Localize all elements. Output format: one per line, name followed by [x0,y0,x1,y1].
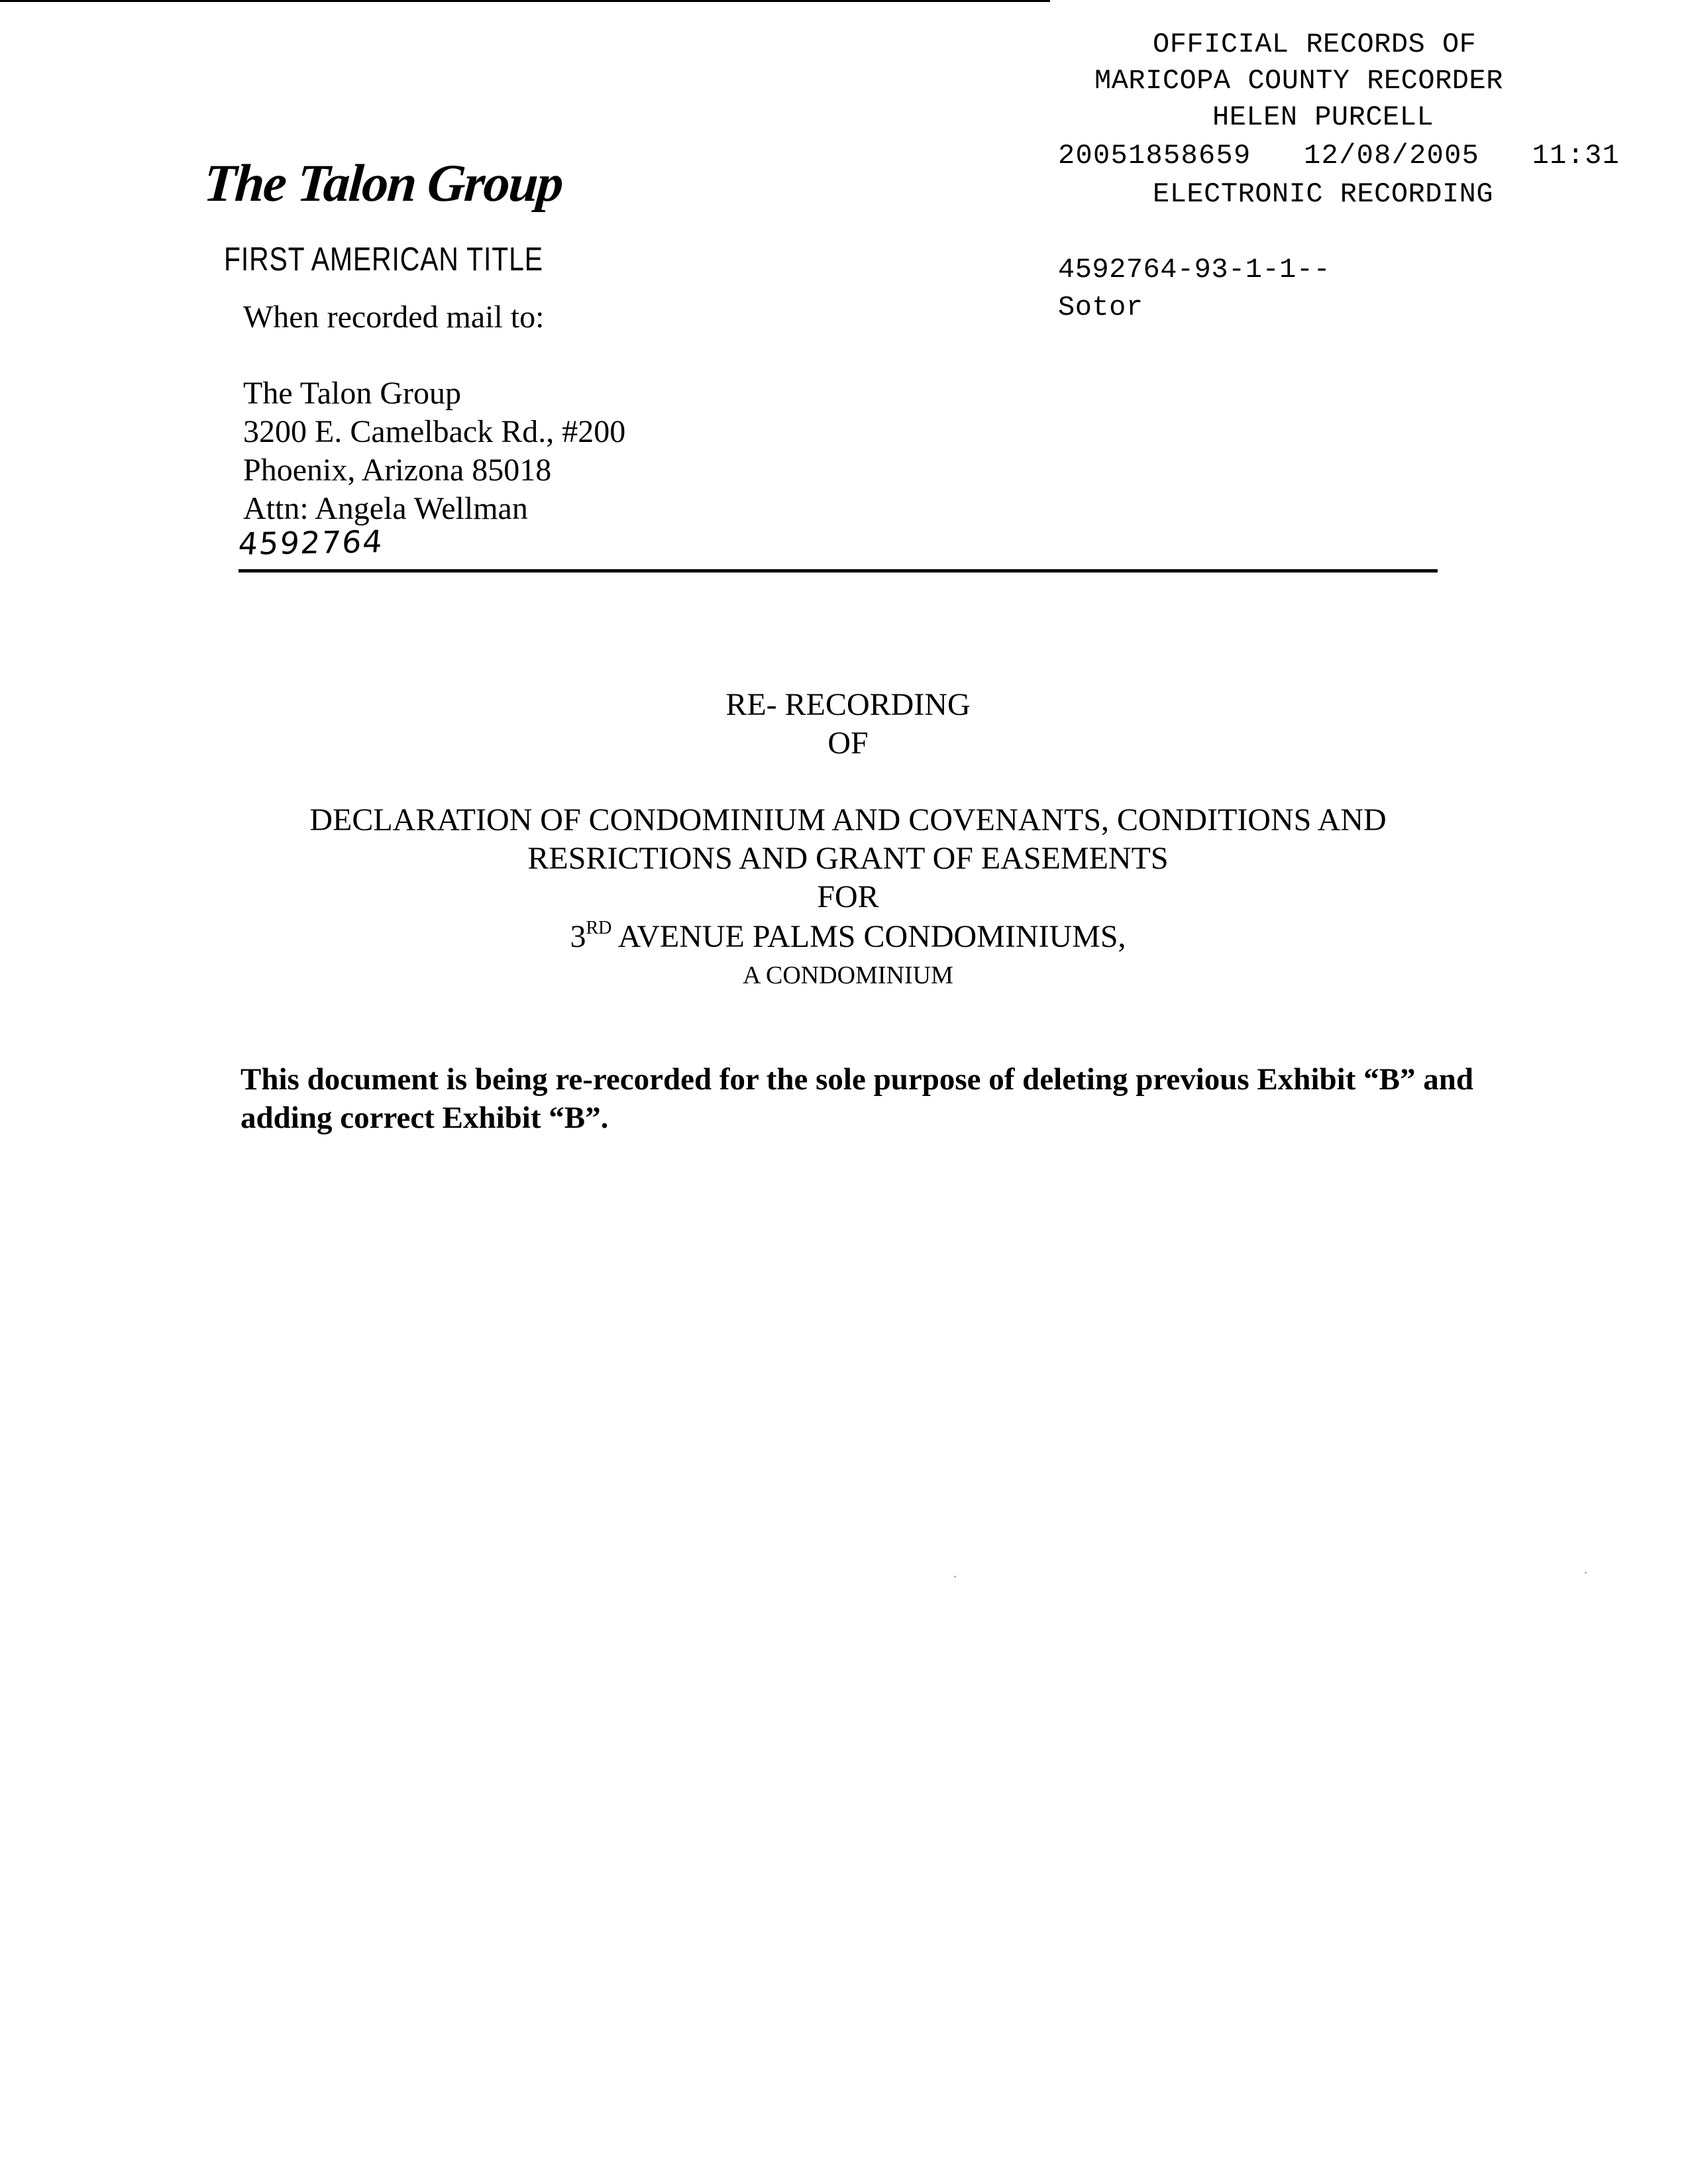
re-recording-notice: This document is being re-recorded for the sole purpose of deleting previous Exhibit “B” and adding correct Exhibit “B”. [240,1062,1473,1135]
handwritten-file-number: 4592764 [237,523,386,562]
condo-name-rest: AVENUE PALMS CONDOMINIUMS, [611,919,1126,954]
scan-speck [1585,1572,1587,1574]
mail-to-street: 3200 E. Camelback Rd., #200 [243,414,626,449]
title-declaration-line-1: DECLARATION OF CONDOMINIUM AND COVENANTS, CONDITIONS AND [309,802,1387,838]
company-logo: The Talon Group [201,154,564,213]
company-subtitle: FIRST AMERICAN TITLE [224,241,543,278]
title-for: FOR [817,879,879,914]
scan-speck [954,1576,956,1578]
recorder-stamp-line-2: MARICOPA COUNTY RECORDER [1094,65,1503,97]
recorder-stamp-line-4: 20051858659 12/08/2005 11:31 [1058,140,1620,172]
recorder-stamp-line-1: OFFICIAL RECORDS OF [1153,28,1477,60]
title-re-recording: RE- RECORDING [725,687,971,722]
header-divider [238,569,1438,573]
recorder-clerk: Sotor [1058,292,1143,323]
mail-to-heading: When recorded mail to: [243,300,545,335]
mail-to-name: The Talon Group [243,376,462,411]
condo-name-number: 3 [570,919,586,954]
condo-name-superscript: RD [586,918,612,938]
title-a-condominium: A CONDOMINIUM [743,961,953,989]
recorder-stamp-line-5: ELECTRONIC RECORDING [1153,178,1494,210]
title-condominium-name [0,918,1696,956]
title-of: OF [827,726,869,761]
mail-to-attn: Attn: Angela Wellman [243,491,528,526]
recorder-stamp-line-3: HELEN PURCELL [1212,101,1434,133]
recorder-doc-reference: 4592764-93-1-1-- [1058,254,1331,286]
top-edge-rule [0,0,1050,2]
mail-to-city: Phoenix, Arizona 85018 [243,453,552,488]
title-declaration-line-2: RESRICTIONS AND GRANT OF EASEMENTS [527,841,1169,876]
